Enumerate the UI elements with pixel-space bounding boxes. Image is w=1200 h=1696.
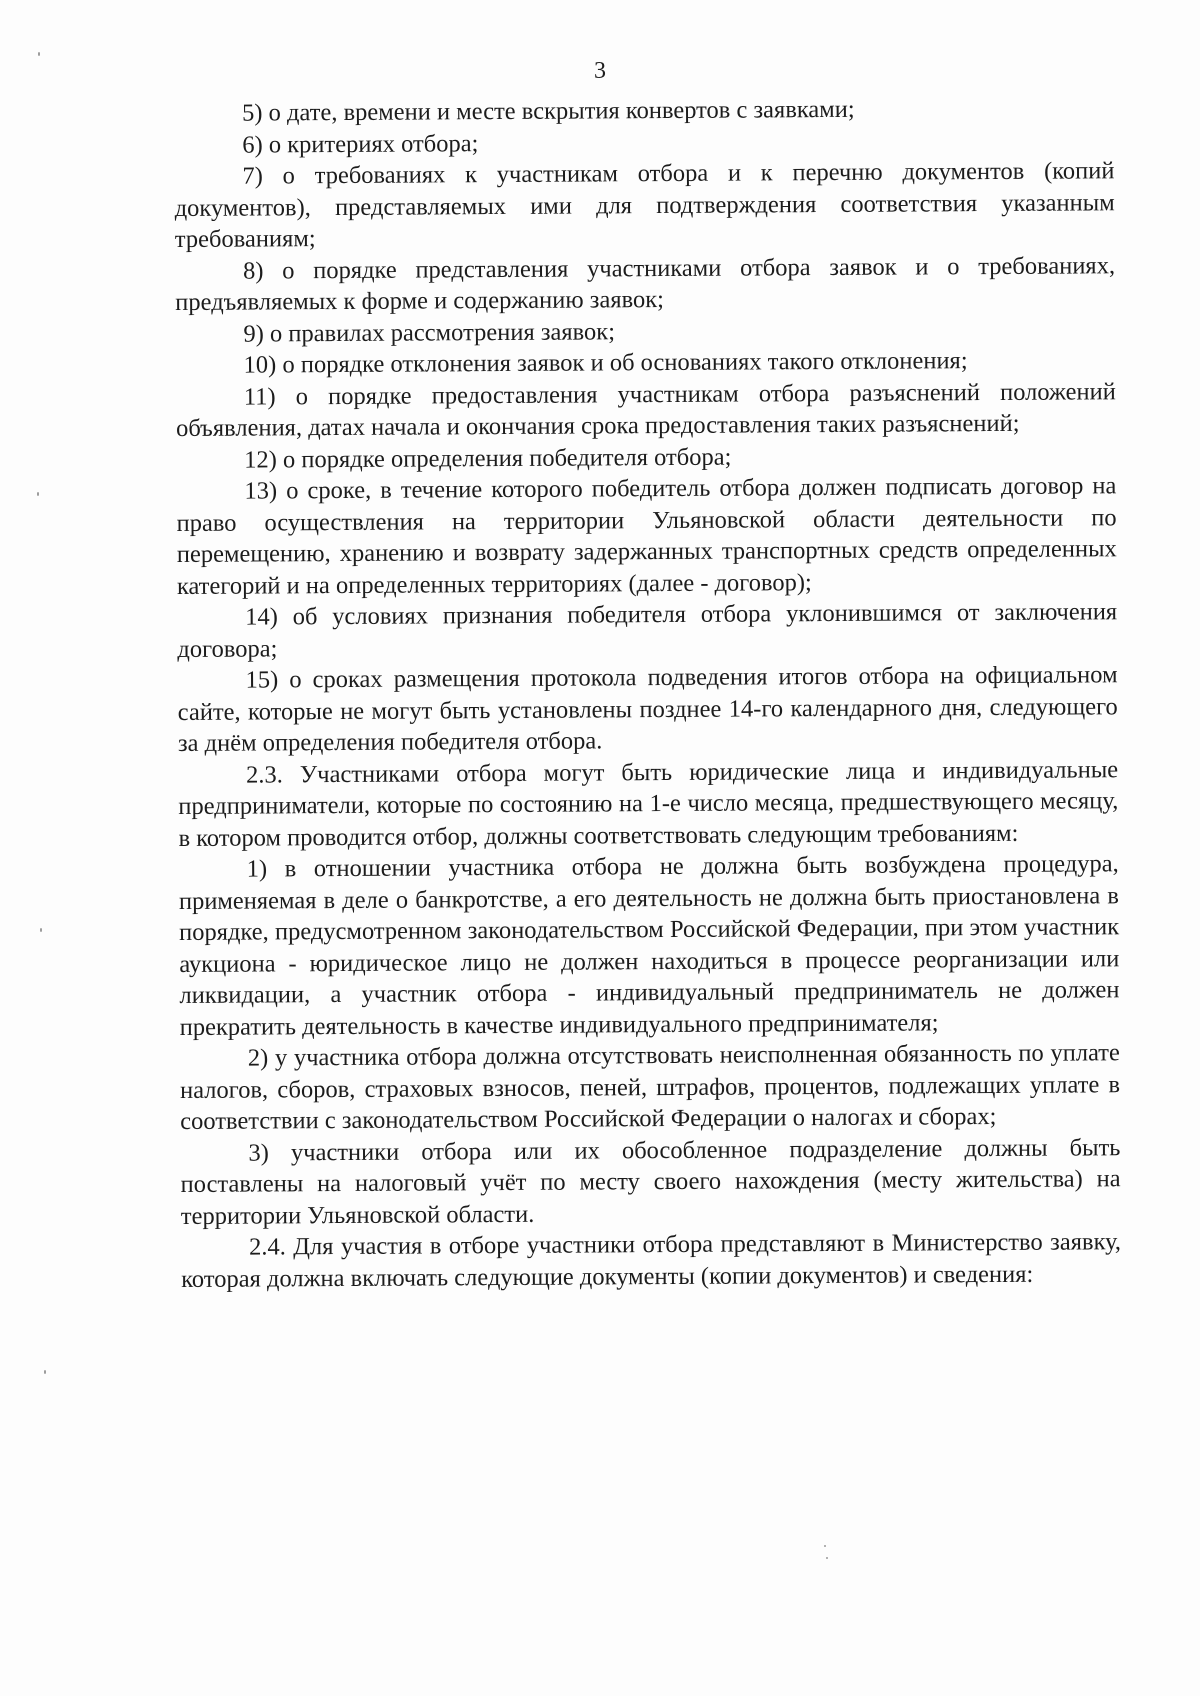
requirement-1: 1) в отношении участника отбора не должна быть возбуждена процедура, применяемая в деле о банкротстве, а его деятельность не должна быть приостановлена в порядке, предусмотренном законодательством Российской Федерации, при этом участник аукциона - юридическое лицо не должен находиться в процессе реорганизации или ликвидации, а участник отбора - индивидуальный предприниматель не должен прекратить деятельность в качестве индивидуального предпринимателя; — [178, 850, 1120, 1041]
list-item-12: 12) о порядке определения победителя отбора; — [244, 443, 732, 474]
scan-speck — [44, 1370, 46, 1374]
list-item-13: 13) о сроке, в течение которого победитель отбора должен подписать договор на право осуществления на территории Ульяновской области деятельности по перемещению, хранению и возврату задержанных транспортных средств определенных категорий и на определенных территориях (далее - договор); — [176, 472, 1117, 600]
list-item-8: 8) о порядке представления участниками отбора заявок и о требованиях, предъявляемых к форме и содержанию заявок; — [175, 251, 1116, 316]
section-2-4: 2.4. Для участия в отборе участники отбора представляют в Министерство заявку, которая должна включать следующие документы (копии документов) и сведения: — [181, 1228, 1122, 1293]
scan-speck — [37, 492, 39, 496]
section-2-3: 2.3. Участниками отбора могут быть юридические лица и индивидуальные предприниматели, которые по состоянию на 1-е число месяца, предшествующего месяцу, в котором проводится отбор, должны соответствовать следующим требованиям: — [178, 755, 1119, 852]
list-item-11: 11) о порядке предоставления участникам отбора разъяснений положений объявления, датах начала и окончания срока предоставления таких разъяснений; — [175, 377, 1116, 442]
list-item-14: 14) об условиях признания победителя отбора уклонившимся от заключения договора; — [177, 598, 1118, 663]
scan-speck — [38, 52, 40, 56]
page-number: 3 — [594, 58, 606, 84]
scan-speck — [826, 1557, 828, 1559]
scan-speck — [40, 928, 42, 932]
list-item-5: 5) о дате, времени и месте вскрытия конвертов с заявками; — [242, 95, 855, 127]
list-item-6: 6) о критериях отбора; — [242, 129, 479, 159]
requirement-2: 2) у участника отбора должна отсутствовать неисполненная обязанность по уплате налогов, сборов, страховых взносов, пеней, штрафов, процентов, подлежащих уплате в соответствии с законодательством Российской Федерации о налогах и сборах; — [179, 1039, 1121, 1135]
list-item-15: 15) о сроках размещения протокола подведения итогов отбора на официальном сайте, которые не могут быть установлены позднее 14-го календарного дня, следующего за днём определения победителя отбора. — [177, 661, 1118, 757]
scan-speck — [824, 1545, 826, 1547]
list-item-7: 7) о требованиях к участникам отбора и к перечню документов (копий документов), представляемых ими для подтверждения соответствия указанным требованиям; — [174, 157, 1115, 253]
list-item-9: 9) о правилах рассмотрения заявок; — [243, 317, 616, 348]
document-body — [174, 92, 1121, 1295]
requirement-3: 3) участники отбора или их обособленное подразделение должны быть поставлены на налоговый учёт по месту своего нахождения (месту жительства) на территории Ульяновской области. — [180, 1133, 1121, 1230]
list-item-10: 10) о порядке отклонения заявок и об основаниях такого отклонения; — [243, 347, 968, 379]
